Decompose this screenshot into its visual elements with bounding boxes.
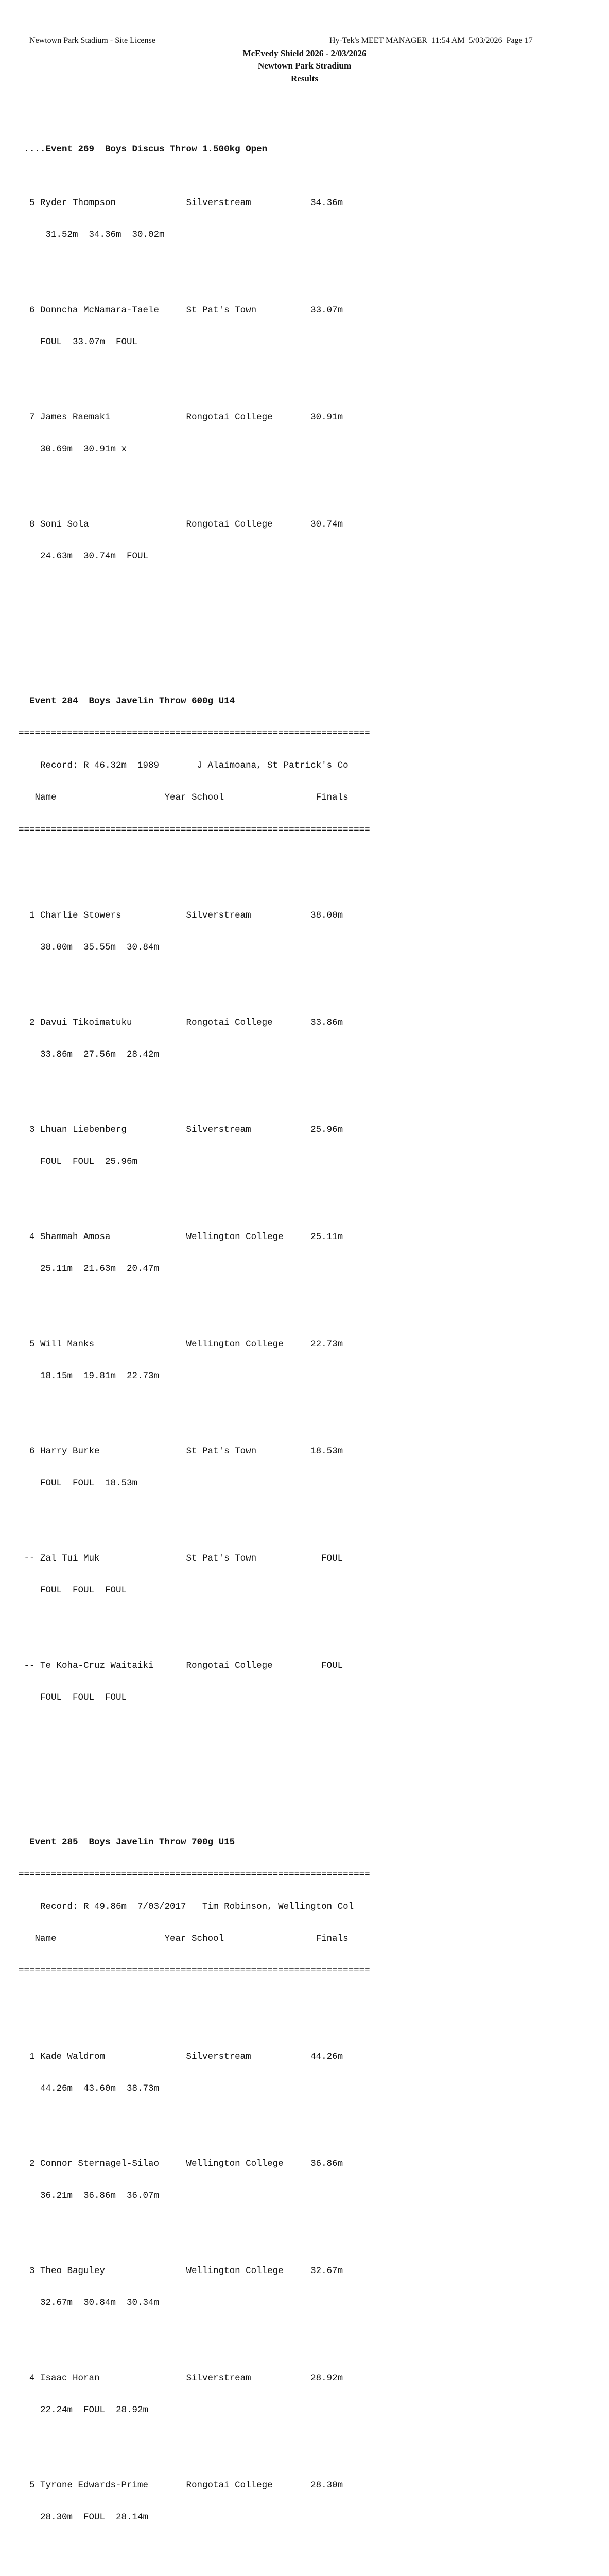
result-row	[19, 996, 370, 1081]
result-row	[19, 1103, 370, 1189]
result-row	[19, 1210, 370, 1296]
attempts-line: 38.00m 35.55m 30.84m	[19, 942, 160, 953]
attempts-line: 36.21m 36.86m 36.07m	[19, 2191, 160, 2201]
event-block	[19, 123, 370, 605]
column-header: Name Year School Finals	[19, 792, 349, 803]
attempts-line: 31.52m 34.36m 30.02m	[19, 230, 165, 241]
result-row	[19, 2459, 370, 2544]
attempts-line: FOUL 33.07m FOUL	[19, 337, 138, 348]
result-row	[19, 1639, 370, 1724]
athlete-line: 6 Harry Burke St Pat's Town 18.53m	[19, 1446, 343, 1456]
result-row	[19, 1317, 370, 1403]
athlete-line: 5 Ryder Thompson Silverstream 34.36m	[19, 197, 343, 208]
result-row	[19, 889, 370, 974]
athlete-line: 4 Shammah Amosa Wellington College 25.11m	[19, 1231, 343, 1242]
attempts-line: 33.86m 27.56m 28.42m	[19, 1049, 160, 1060]
meet-title: McEvedy Shield 2026 - 2/03/2026	[242, 48, 367, 58]
result-row	[19, 498, 370, 583]
result-row	[19, 2566, 370, 2576]
column-header: Name Year School Finals	[19, 1934, 349, 1944]
athlete-line: 3 Theo Baguley Wellington College 32.67m	[19, 2265, 343, 2276]
separator: =================================================================	[19, 1869, 370, 1880]
athlete-line: 5 Tyrone Edwards-Prime Rongotai College 28.30m	[19, 2480, 343, 2490]
athlete-line: 2 Davui Tikoimatuku Rongotai College 33.86m	[19, 1017, 343, 1028]
athlete-line: 7 James Raemaki Rongotai College 30.91m	[19, 412, 343, 422]
attempts-line: 30.69m 30.91m x	[19, 444, 127, 455]
attempts-line: FOUL FOUL 25.96m	[19, 1157, 138, 1167]
result-row	[19, 391, 370, 476]
attempts-line: 28.30m FOUL 28.14m	[19, 2512, 149, 2523]
athlete-line: -- Te Koha-Cruz Waitaiki Rongotai College FOUL	[19, 1660, 343, 1671]
result-row	[19, 283, 370, 369]
venue-title: Newtown Park Stradium	[257, 61, 352, 71]
athlete-line: 1 Kade Waldrom Silverstream 44.26m	[19, 2051, 343, 2062]
separator: =================================================================	[19, 824, 370, 835]
athlete-line: 3 Lhuan Liebenberg Silverstream 25.96m	[19, 1124, 343, 1135]
separator: =================================================================	[19, 728, 370, 739]
result-row	[19, 2137, 370, 2223]
event-title: ....Event 269 Boys Discus Throw 1.500kg Open	[19, 144, 268, 155]
athlete-line: -- Zal Tui Muk St Pat's Town FOUL	[19, 1553, 343, 1564]
attempts-line: 18.15m 19.81m 22.73m	[19, 1371, 160, 1382]
athlete-line: 2 Connor Sternagel-Silao Wellington College 36.86m	[19, 2158, 343, 2169]
event-title: Event 284 Boys Javelin Throw 600g U14	[19, 696, 235, 707]
result-row	[19, 1425, 370, 1510]
site-license-text: Newtown Park Stadium - Site License	[29, 36, 155, 45]
attempts-line: FOUL FOUL FOUL	[19, 1692, 127, 1703]
athlete-line: 6 Donncha McNamara-Taele St Pat's Town 33.07m	[19, 304, 343, 315]
attempts-line: 24.63m 30.74m FOUL	[19, 551, 149, 562]
athlete-line: 4 Isaac Horan Silverstream 28.92m	[19, 2372, 343, 2383]
meet-manager-info: Hy-Tek's MEET MANAGER 11:54 AM 5/03/2026 Page 17	[329, 36, 533, 45]
attempts-line: 25.11m 21.63m 20.47m	[19, 1264, 160, 1275]
athlete-line: 1 Charlie Stowers Silverstream 38.00m	[19, 910, 343, 921]
attempts-line: 44.26m 43.60m 38.73m	[19, 2083, 160, 2094]
attempts-line: 32.67m 30.84m 30.34m	[19, 2298, 160, 2309]
record-line: Record: R 46.32m 1989 J Alaimoana, St Patrick's Co	[19, 760, 349, 771]
result-row	[19, 176, 370, 262]
event-title: Event 285 Boys Javelin Throw 700g U15	[19, 1837, 235, 1848]
result-row	[19, 1532, 370, 1617]
event-block	[19, 1816, 370, 2576]
results-title: Results	[291, 74, 318, 83]
result-row	[19, 2244, 370, 2330]
blank-line	[19, 1998, 370, 2009]
result-row	[19, 2030, 370, 2115]
event-block	[19, 674, 370, 1746]
athlete-line: 8 Soni Sola Rongotai College 30.74m	[19, 519, 343, 530]
result-row	[19, 2351, 370, 2437]
athlete-line: 5 Will Manks Wellington College 22.73m	[19, 1338, 343, 1349]
attempts-line: 22.24m FOUL 28.92m	[19, 2405, 149, 2416]
attempts-line: FOUL FOUL 18.53m	[19, 1478, 138, 1489]
attempts-line: FOUL FOUL FOUL	[19, 1585, 127, 1596]
separator: =================================================================	[19, 1965, 370, 1976]
record-line: Record: R 49.86m 7/03/2017 Tim Robinson, Wellington Col	[19, 1901, 354, 1912]
results-body	[19, 91, 370, 2576]
blank-line	[19, 857, 370, 868]
